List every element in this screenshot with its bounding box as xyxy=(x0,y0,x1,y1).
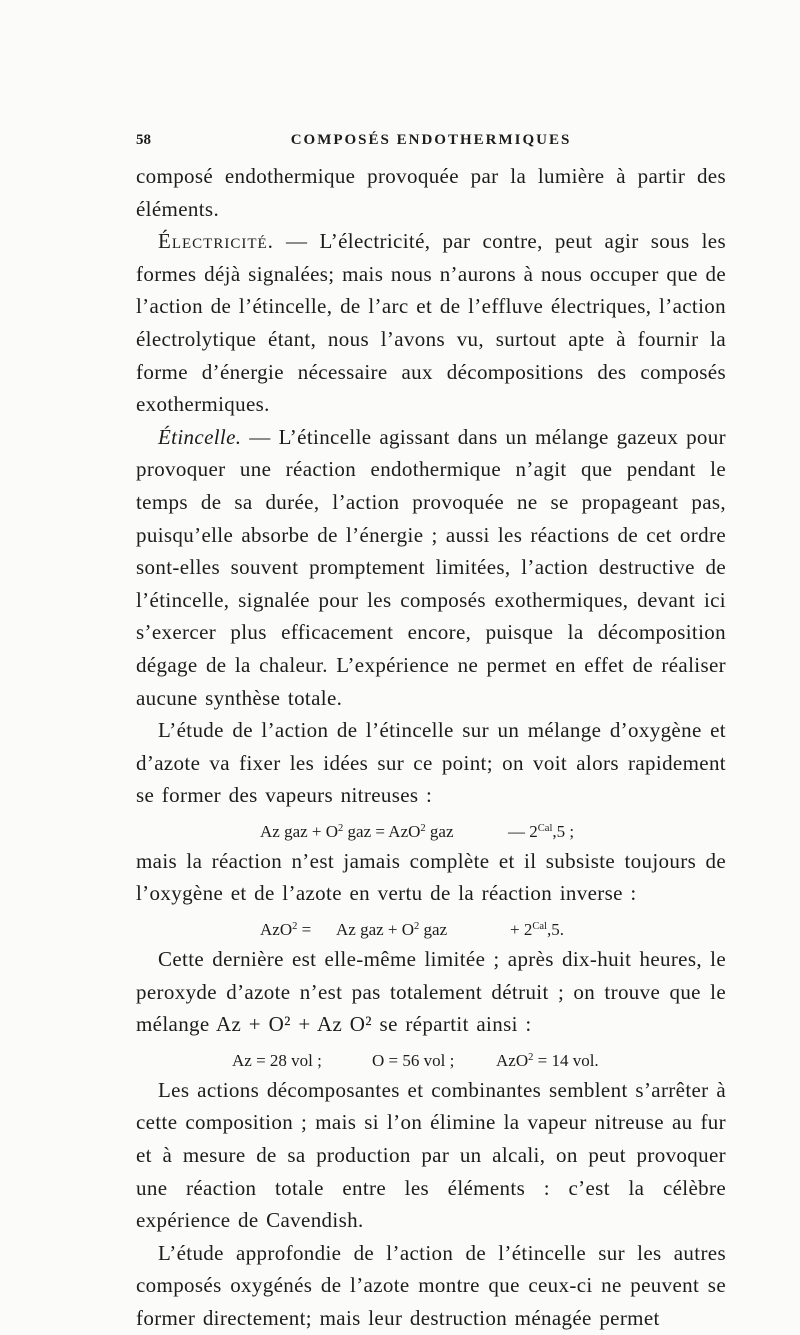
equation-inverse-left: AzO$^2$ = xyxy=(260,920,312,940)
equation-formation-left: Az gaz + $O^2$ gaz = AzO$^2$ gaz xyxy=(260,821,454,841)
em-dash: — xyxy=(241,424,279,449)
paragraph-text: L’étincelle agissant dans un mélange gazeux pour provoquer une réaction endothermique n’agit que pendant le temps de sa durée, l’action provoquée ne se propageant pas, puisqu’elle absorbe de l’énergie ; aussi les réactions de cet ordre sont-elles souvent promptement limitées, l’action destructive de l’étincelle, signalée pour les composés exothermiques, devant ici s’exercer plus efficacement encore, puisque la décomposition dégage de la chaleur. L’expérience ne permet en effet de réaliser aucune synthèse totale. xyxy=(136,424,726,710)
em-dash: — xyxy=(273,229,320,254)
section-title-etincelle: Étincelle. xyxy=(158,424,242,449)
paragraph-etude-approfondie: L’étude approfondie de l’action de l’étincelle sur les autres composés oxygénés de l’azote montre que ceux-ci ne peuvent se former directement; mais leur destruction ménagée permet xyxy=(136,1240,726,1330)
section-title-electricite: Électricité. xyxy=(158,229,274,254)
page-number: 58 xyxy=(136,132,151,148)
equation-inverse-middle: Az gaz + $O^2$ gaz xyxy=(336,920,448,940)
paragraph-limitee: Cette dernière est elle-même limitée ; après dix-huit heures, le peroxyde d’azote n’est pas totalement détruit ; on trouve que le mélange Az + O² + Az O² se répartit ainsi : xyxy=(136,947,726,1037)
paragraph-continuation: composé endothermique provoquée par la lumière à partir des éléments. xyxy=(136,164,726,221)
paragraph-etincelle xyxy=(136,421,726,714)
composition-peroxyde: AzO$^2$ = 14 vol. xyxy=(496,1050,599,1070)
running-title: COMPOSÉS ENDOTHERMIQUES xyxy=(290,132,572,148)
paragraph-cavendish: Les actions décomposantes et combinantes semblent s’arrêter à cette composition ; mais si l’on élimine la vapeur nitreuse au fur et à mesure de sa production par un alcali, on peut provoquer une réaction totale entre les éléments : c’est la célèbre expérience de Cavendish. xyxy=(136,1077,726,1233)
paragraph-oxygene-azote: L’étude de l’action de l’étincelle sur un mélange d’oxygène et d’azote va fixer les idées sur ce point; on voit alors rapidement se former des vapeurs nitreuses : xyxy=(136,718,726,808)
composition-oxygene: O = 56 vol ; xyxy=(372,1050,455,1070)
equation-formation xyxy=(136,812,726,845)
page-body xyxy=(136,160,726,1335)
composition-azote: Az = 28 vol ; xyxy=(232,1050,322,1070)
equation-inverse-heat: + $2^{Cal},5$. xyxy=(510,920,564,940)
equation-inverse xyxy=(136,910,726,943)
paragraph-reaction-inverse: mais la réaction n’est jamais complète et il subsiste toujours de l’oxygène et de l’azote en vertu de la réaction inverse : xyxy=(136,848,726,906)
equation-formation-heat: — $2^{Cal},5$ ; xyxy=(508,821,575,841)
paragraph-electricite xyxy=(136,225,726,421)
page-header xyxy=(136,132,726,156)
equation-composition xyxy=(136,1041,726,1074)
paragraph-text: L’électricité, par contre, peut agir sous les formes déjà signalées; mais nous n’aurons à nous occuper que de l’action de l’étincelle, de l’arc et de l’effluve électriques, l’action électrolytique étant, nous l’avons vu, surtout apte à fournir la forme d’énergie nécessaire aux décompositions des composés exothermiques. xyxy=(136,229,726,417)
